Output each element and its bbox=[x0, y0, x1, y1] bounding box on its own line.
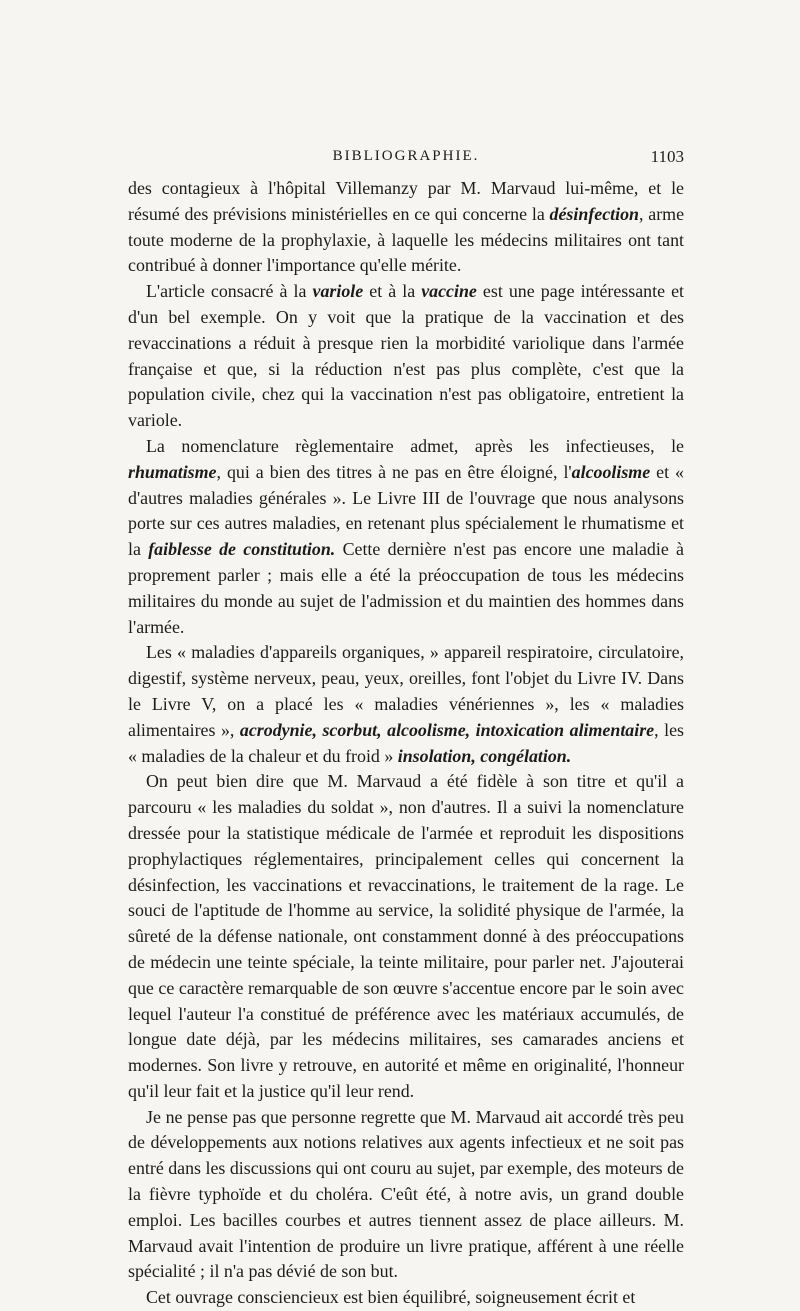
text-run: des contagieux à l'hôpital Villemanzy par M. Marvaud lui-même, et le résumé des prévisions ministérielles en ce qui concerne la bbox=[128, 178, 684, 224]
text-run: Je ne pense pas que personne regrette que M. Marvaud ait accordé très peu de développements aux notions relatives aux agents infectieux et ne soit pas entré dans les discussions qui ont couru au sujet, par exemple, des moteurs de la fièvre typhoïde et du choléra. C'eût été, à notre avis, un grand double emploi. Les bacilles courbes et autres tiennent assez de place ailleurs. M. Marvaud avait l'intention de produire un livre pratique, afférent à une réelle spécialité ; il n'a pas dévié de son but. bbox=[128, 1106, 684, 1282]
paragraph bbox=[128, 769, 684, 1104]
body-text bbox=[128, 176, 684, 1311]
italic-term: variole bbox=[312, 281, 364, 302]
text-run: La nomenclature règlementaire admet, après les infectieuses, le bbox=[146, 435, 684, 456]
page-number: 1103 bbox=[650, 147, 684, 166]
text-run: et à la bbox=[363, 281, 422, 302]
italic-term: alcoolisme bbox=[571, 461, 651, 482]
text-run: On peut bien dire que M. Marvaud a été fidèle à son titre et qu'il a parcouru « les maladies du soldat », non d'autres. Il a suivi la nomenclature dressée pour la statistique médicale de l'armée et reproduit les dispositions prophylactiques réglementaires, principalement celles qui concernent la désinfection, les vaccinations et revaccinations, le traitement de la rage. Le souci de l'aptitude de l'homme au service, la solidité physique de l'armée, la sûreté de la défense nationale, ont constamment donné à des préoccupations de médecin une teinte spéciale, la teinte militaire, pour parler net. J'ajouterai que ce caractère remarquable de son œuvre s'accentue encore par le soin avec lequel l'auteur l'a constitué de préférence avec les matériaux accumulés, de longue date déjà, par les médecins militaires, ses camarades anciens et modernes. Son livre y retrouve, en autorité et même en originalité, l'honneur qu'il leur fait et la justice qu'il leur rend. bbox=[128, 771, 684, 1101]
paragraph bbox=[128, 1105, 684, 1286]
text-run: L'article consacré à la bbox=[146, 281, 313, 302]
text-run: et « d'autres maladies générales ». Le Livre III de l'ouvrage que nous analysons porte sur ces autres maladies, en retenant plus spécialement le rhumatisme et la bbox=[128, 461, 684, 560]
paragraph bbox=[128, 176, 684, 279]
italic-term: rhumatisme bbox=[128, 461, 217, 482]
text-run: est une page intéressante et d'un bel exemple. On y voit que la pratique de la vaccination et des revaccinations a réduit à presque rien la morbidité variolique dans l'armée française et que, si la réduction n'est pas plus complète, c'est que la population civile, chez qui la vaccination n'est pas obligatoire, entretient la variole. bbox=[128, 281, 684, 431]
text-run: Cette dernière n'est pas encore une maladie à proprement parler ; mais elle a été la préoccupation de tous les médecins militaires du monde au sujet de l'admission et du maintien des hommes dans l'armée. bbox=[128, 539, 684, 637]
text-run: Les « maladies d'appareils organiques, » appareil respiratoire, circulatoire, digestif, système nerveux, peau, yeux, oreilles, font l'objet du Livre IV. Dans le Livre V, on a placé les « maladies vénériennes », les « maladies alimentaires », bbox=[128, 642, 684, 740]
italic-term: acrodynie, scorbut, alcoolisme, intoxication alimentaire bbox=[239, 719, 655, 740]
paragraph bbox=[128, 1285, 684, 1311]
text-run: , arme toute moderne de la prophylaxie, à laquelle les médecins militaires ont tant contribué à donner l'importance qu'elle mérite. bbox=[128, 203, 685, 276]
paragraph bbox=[128, 434, 684, 640]
italic-term: faiblesse de constitution. bbox=[148, 539, 336, 560]
text-run: , les « maladies de la chaleur et du froid » bbox=[128, 719, 684, 766]
paragraph bbox=[128, 640, 684, 769]
text-run: Cet ouvrage consciencieux est bien équilibré, soigneusement écrit et bbox=[146, 1287, 636, 1308]
italic-term: vaccine bbox=[421, 281, 477, 302]
text-run: , qui a bien des titres à ne pas en être éloigné, l' bbox=[216, 461, 572, 482]
paragraph bbox=[128, 279, 684, 434]
italic-term: désinfection bbox=[549, 203, 639, 224]
running-head bbox=[128, 146, 684, 170]
running-title: BIBLIOGRAPHIE. bbox=[332, 148, 480, 164]
italic-term: insolation, congélation. bbox=[397, 745, 572, 766]
